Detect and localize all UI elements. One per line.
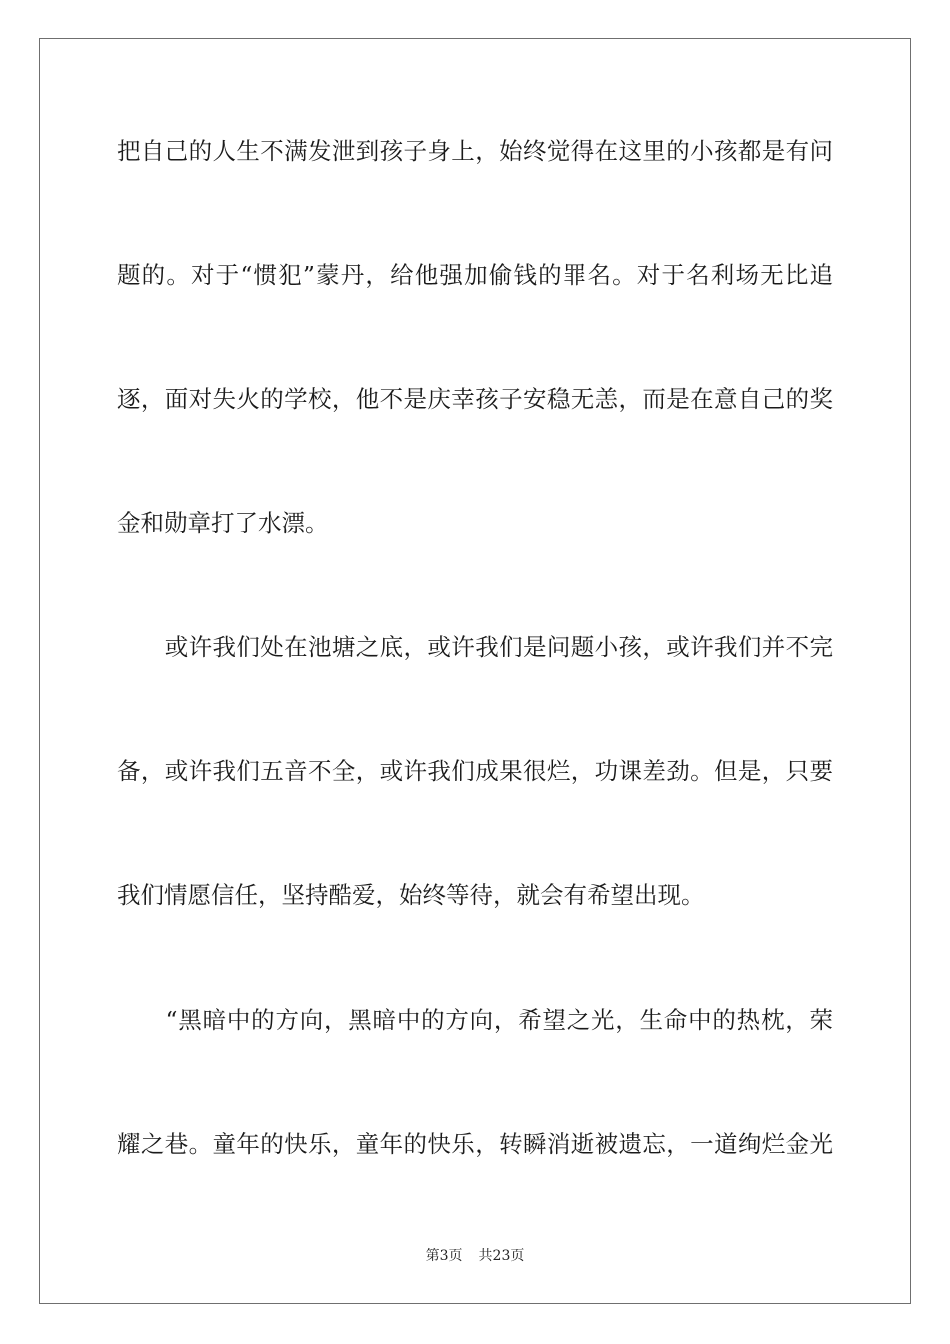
text-line-3: 逐，面对失火的学校，他不是庆幸孩子安稳无恙，而是在意自己的奖: [117, 385, 833, 413]
text-line-1: 把自己的人生不满发泄到孩子身上，始终觉得在这里的小孩都是有问: [117, 137, 833, 165]
text-line-5: 或许我们处在池塘之底，或许我们是问题小孩，或许我们并不完: [117, 633, 833, 661]
text-line-8: “黑暗中的方向，黑暗中的方向，希望之光，生命中的热枕，荣: [117, 1006, 833, 1034]
page-total: 共23页: [478, 1248, 525, 1264]
text-line-6: 备，或许我们五音不全，或许我们成果很烂，功课差劲。但是，只要: [117, 757, 833, 785]
page-number: 第3页: [425, 1248, 463, 1264]
text-line-7: 我们情愿信任，坚持酷爱，始终等待，就会有希望出现。: [117, 881, 705, 909]
text-line-9: 耀之巷。童年的快乐，童年的快乐，转瞬消逝被遗忘，一道绚烂金光: [117, 1130, 833, 1158]
text-line-2: 题的。对于“惯犯”蒙丹，给他强加偷钱的罪名。对于名利场无比追: [117, 261, 833, 289]
text-line-4: 金和勋章打了水漂。: [117, 509, 329, 537]
page-footer: [0, 1246, 950, 1266]
page-border: [39, 38, 911, 1304]
